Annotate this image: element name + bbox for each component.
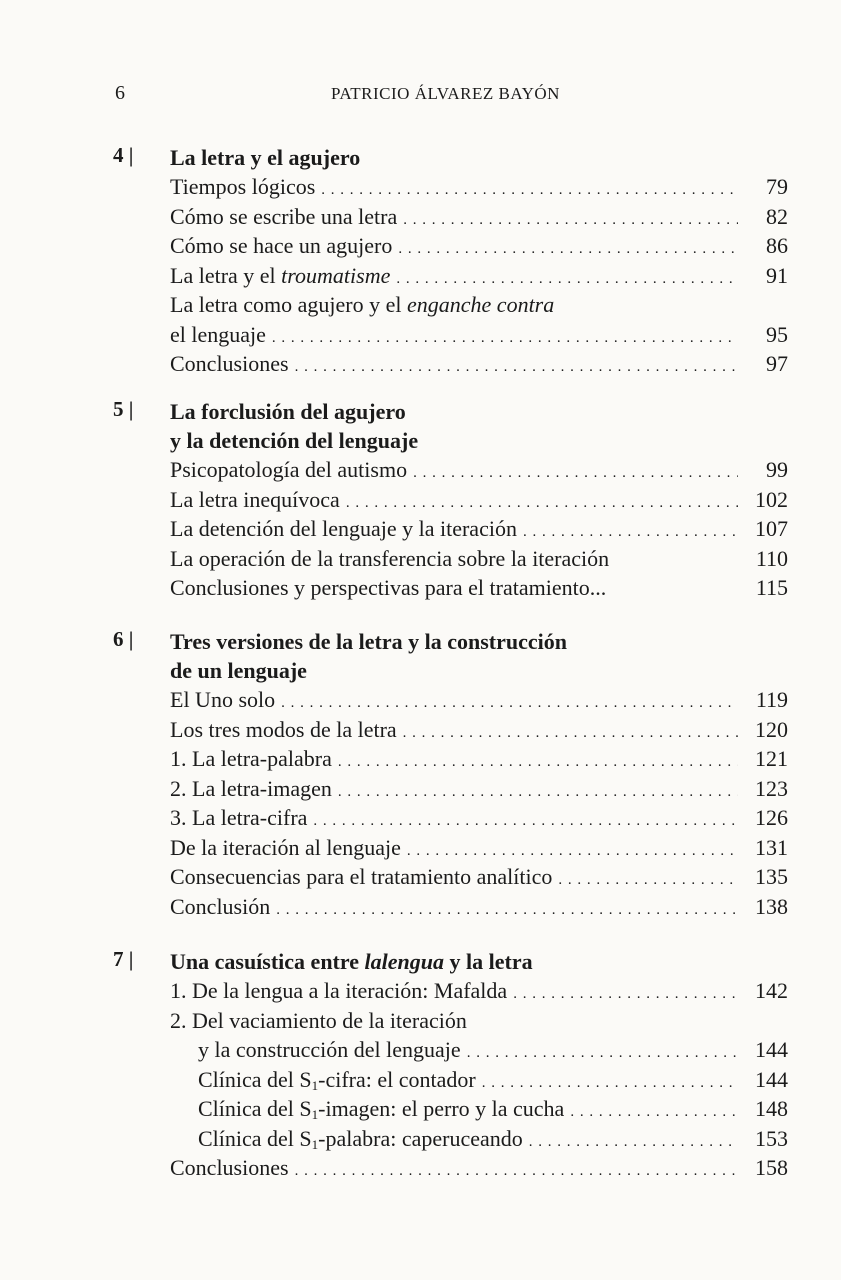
leader-dots xyxy=(338,778,738,808)
toc-entry[interactable]: Conclusión . . . 138 xyxy=(170,892,788,922)
leader-dots xyxy=(413,459,738,489)
toc-entry[interactable]: Conclusiones . . . 97 xyxy=(170,349,788,379)
toc-entry[interactable]: La letra inequívoca . . . 102 xyxy=(170,485,788,515)
toc-entry[interactable]: Conclusiones y perspectivas para el tratamiento... 115 xyxy=(170,573,788,603)
page-ref: 121 xyxy=(755,746,788,771)
toc-entry[interactable]: el lenguaje . . . 95 xyxy=(170,320,788,350)
chapter-number: 4 | xyxy=(113,143,134,167)
toc-entry[interactable]: Clínica del $S_1$-cifra: el contador . . . 144 xyxy=(198,1065,788,1095)
toc-entry[interactable]: La letra y el troumatisme . . . 91 xyxy=(170,261,788,291)
leader-dots xyxy=(295,1157,738,1187)
page-ref: 142 xyxy=(755,978,788,1003)
toc-entry[interactable]: Clínica del $S_1$-imagen: el perro y la cucha . . . 148 xyxy=(198,1094,788,1124)
toc-entry[interactable]: De la iteración al lenguaje . . . 131 xyxy=(170,833,788,863)
toc-entry[interactable]: 1. La letra-palabra . . . 121 xyxy=(170,744,788,774)
page-ref: 86 xyxy=(766,233,788,258)
chapter-number: 5 | xyxy=(113,397,134,421)
page-ref: 123 xyxy=(755,775,788,801)
leader-dots xyxy=(403,719,738,749)
toc-entry[interactable]: Conclusiones . . . 158 xyxy=(170,1153,788,1183)
toc-entry[interactable]: Tiempos lógicos . . . 79 xyxy=(170,172,788,202)
page-ref: 107 xyxy=(755,516,788,541)
toc-entry[interactable]: Psicopatología del autismo . . . 99 xyxy=(170,455,788,485)
page-ref: 91 xyxy=(766,262,788,288)
toc-entry[interactable]: La detención del lenguaje y la iteración . . . 107 xyxy=(170,514,788,544)
toc-entry[interactable]: La operación de la transferencia sobre la iteración 110 xyxy=(170,544,788,574)
leader-dots xyxy=(295,353,738,383)
chapter-4 xyxy=(113,143,788,379)
leader-dots xyxy=(276,896,738,926)
page-number: 6 xyxy=(115,82,126,104)
toc-entry-line1[interactable]: La letra como agujero y el enganche contra xyxy=(170,292,555,317)
leader-dots xyxy=(398,235,738,265)
chapter-5 xyxy=(113,397,788,603)
leader-dots xyxy=(529,1128,738,1158)
page-ref: 144 xyxy=(755,1037,788,1062)
page-ref: 95 xyxy=(766,321,788,347)
toc-entry[interactable]: 2. La letra-imagen . . . 123 xyxy=(170,774,788,804)
chapter-title: Tres versiones de la letra y la construcción de un lenguaje xyxy=(170,629,567,683)
toc-entry[interactable]: 1. De la lengua a la iteración: Mafalda . . . 142 xyxy=(170,976,788,1006)
chapter-title: Una casuística entre lalengua y la letra xyxy=(170,949,533,974)
page-ref: 148 xyxy=(755,1096,788,1121)
page-ref: 99 xyxy=(766,457,788,482)
toc-entry[interactable]: Clínica del $S_1$-palabra: caperuceando . . . 153 xyxy=(198,1124,788,1154)
leader-dots xyxy=(570,1098,738,1128)
leader-dots xyxy=(403,206,738,236)
chapter-7 xyxy=(113,947,788,1183)
page-ref: 82 xyxy=(766,203,788,229)
page-ref: 110 xyxy=(755,545,788,571)
page-ref: 102 xyxy=(755,486,788,512)
toc-entry[interactable]: Consecuencias para el tratamiento analítico . . . 135 xyxy=(170,862,788,892)
page-ref: 144 xyxy=(755,1066,788,1092)
chapter-title: La forclusión del agujero y la detención del lenguaje xyxy=(170,399,419,453)
page-ref: 135 xyxy=(755,864,788,889)
chapter-number: 7 | xyxy=(113,947,134,971)
toc-entry[interactable]: y la construcción del lenguaje . . . 144 xyxy=(198,1035,788,1065)
toc-entry[interactable]: Cómo se hace un agujero . . . 86 xyxy=(170,231,788,261)
page-ref: 153 xyxy=(755,1125,788,1151)
leader-dots xyxy=(558,866,738,896)
toc-entry[interactable]: Los tres modos de la letra . . . 120 xyxy=(170,715,788,745)
page-ref: 138 xyxy=(755,893,788,919)
leader-dots xyxy=(513,980,738,1010)
leader-dots xyxy=(467,1039,738,1069)
page-ref: 79 xyxy=(766,174,788,199)
page-ref: 97 xyxy=(766,351,788,376)
toc-entry-line1[interactable]: 2. Del vaciamiento de la iteración xyxy=(170,1007,467,1033)
running-header xyxy=(115,82,755,112)
page-ref: 126 xyxy=(755,805,788,830)
page-ref: 158 xyxy=(755,1155,788,1180)
leader-dots xyxy=(272,324,738,354)
toc-entry[interactable]: 3. La letra-cifra . . . 126 xyxy=(170,803,788,833)
running-head-author: PATRICIO ÁLVAREZ BAYÓN xyxy=(331,84,560,103)
page-ref: 131 xyxy=(755,834,788,860)
toc-entry[interactable]: Cómo se escribe una letra . . . 82 xyxy=(170,202,788,232)
chapter-title: La letra y el agujero xyxy=(170,145,361,170)
page-ref: 119 xyxy=(755,687,788,712)
toc-entry[interactable]: El Uno solo . . . 119 xyxy=(170,685,788,715)
page-ref: 115 xyxy=(755,575,788,600)
page-ref: 120 xyxy=(755,716,788,742)
chapter-number: 6 | xyxy=(113,627,134,651)
chapter-6 xyxy=(113,627,788,921)
leader-dots xyxy=(338,748,738,778)
